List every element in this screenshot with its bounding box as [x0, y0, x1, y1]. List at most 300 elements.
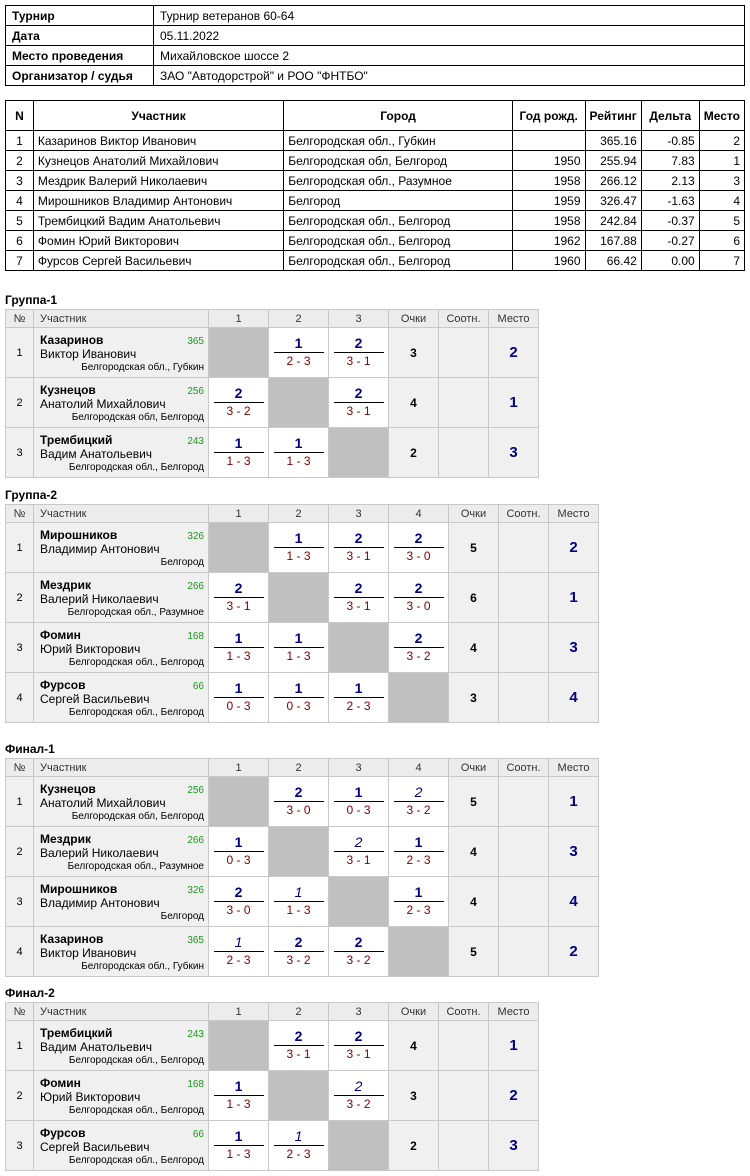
column-header: N	[6, 101, 34, 131]
column-header: Место	[699, 101, 744, 131]
match-points: 2	[334, 385, 384, 403]
match-points: 2	[334, 580, 384, 598]
match-cell	[269, 777, 329, 827]
participant-cell	[34, 378, 209, 428]
ratio	[499, 623, 549, 673]
match-points: 2	[334, 530, 384, 548]
place: 1	[549, 777, 599, 827]
row-number: 2	[6, 378, 34, 428]
match-score: 3 - 1	[346, 354, 371, 368]
self-cell	[269, 378, 329, 428]
match-score: 3 - 0	[406, 599, 431, 613]
column-header: 1	[209, 310, 269, 328]
self-cell	[269, 827, 329, 877]
city: Белгородская обл., Разумное	[67, 861, 204, 872]
match-cell	[269, 328, 329, 378]
table-row	[6, 428, 539, 478]
table-cell: 3	[6, 171, 34, 191]
points: 5	[449, 523, 499, 573]
table-cell: 6	[699, 231, 744, 251]
points: 4	[449, 623, 499, 673]
place: 4	[549, 673, 599, 723]
row-number: 3	[6, 1121, 34, 1171]
match-score: 3 - 2	[406, 649, 431, 663]
group-section	[5, 486, 599, 723]
table-cell: Белгородская обл., Губкин	[284, 131, 513, 151]
match-cell	[329, 378, 389, 428]
column-header: 1	[209, 1003, 269, 1021]
info-value: Михайловское шоссе 2	[154, 46, 745, 66]
place: 1	[489, 1021, 539, 1071]
column-header: 3	[329, 759, 389, 777]
match-cell	[209, 827, 269, 877]
self-cell	[329, 623, 389, 673]
table-cell: -0.27	[641, 231, 699, 251]
round-robin-table	[5, 758, 599, 977]
match-score: 3 - 2	[286, 953, 311, 967]
match-points: 1	[214, 834, 264, 852]
table-cell: 7.83	[641, 151, 699, 171]
city: Белгородская обл, Белгород	[71, 811, 204, 822]
column-header: Участник	[34, 310, 209, 328]
column-header: 1	[209, 759, 269, 777]
round-robin-table	[5, 504, 599, 723]
participant-cell	[34, 1071, 209, 1121]
table-cell: 1	[6, 131, 34, 151]
participant-cell	[34, 877, 209, 927]
column-header: 2	[269, 505, 329, 523]
match-cell	[329, 1021, 389, 1071]
column-header: №	[6, 310, 34, 328]
city: Белгородская обл., Белгород	[68, 707, 204, 718]
match-cell	[269, 673, 329, 723]
rating: 243	[187, 1029, 204, 1040]
last-name: Фомин	[40, 1076, 81, 1090]
match-points: 2	[334, 1028, 384, 1046]
last-name: Кузнецов	[40, 782, 96, 796]
city: Белгородская обл., Белгород	[68, 1155, 204, 1166]
match-points: 1	[274, 335, 324, 353]
column-header: Место	[489, 310, 539, 328]
table-cell: 365.16	[585, 131, 641, 151]
match-cell	[209, 623, 269, 673]
match-points: 1	[214, 1128, 264, 1146]
column-header: Очки	[389, 310, 439, 328]
table-row	[6, 191, 745, 211]
match-score: 3 - 2	[346, 1097, 371, 1111]
match-cell	[209, 378, 269, 428]
ratio	[499, 573, 549, 623]
ratio	[499, 877, 549, 927]
match-points: 2	[214, 580, 264, 598]
last-name: Казаринов	[40, 333, 104, 347]
match-cell	[389, 623, 449, 673]
participant-cell	[34, 827, 209, 877]
match-score: 0 - 3	[226, 699, 251, 713]
info-row	[6, 26, 745, 46]
place: 2	[549, 927, 599, 977]
rating: 168	[187, 631, 204, 642]
participant-cell	[34, 1121, 209, 1171]
rating: 326	[187, 531, 204, 542]
column-header: Соотн.	[499, 759, 549, 777]
match-cell	[209, 573, 269, 623]
table-cell: 4	[699, 191, 744, 211]
table-cell: -1.63	[641, 191, 699, 211]
info-row	[6, 66, 745, 86]
rating: 256	[187, 386, 204, 397]
match-cell	[269, 523, 329, 573]
place: 3	[489, 428, 539, 478]
self-cell	[389, 673, 449, 723]
column-header: №	[6, 505, 34, 523]
self-cell	[209, 1021, 269, 1071]
column-header: 3	[329, 505, 389, 523]
table-row	[6, 523, 599, 573]
match-score: 3 - 2	[226, 404, 251, 418]
match-points: 2	[394, 580, 444, 598]
table-cell: 66.42	[585, 251, 641, 271]
match-points: 2	[334, 1078, 384, 1096]
table-cell: 0.00	[641, 251, 699, 271]
row-number: 1	[6, 777, 34, 827]
match-points: 1	[214, 680, 264, 698]
rating: 365	[187, 336, 204, 347]
tournament-info-table	[5, 5, 745, 86]
column-header: Соотн.	[499, 505, 549, 523]
place: 4	[549, 877, 599, 927]
table-cell: Фомин Юрий Викторович	[33, 231, 283, 251]
ratio	[439, 328, 489, 378]
table-row	[6, 171, 745, 191]
match-cell	[389, 827, 449, 877]
table-row	[6, 231, 745, 251]
table-row	[6, 1121, 539, 1171]
group-section	[5, 291, 539, 478]
match-cell	[329, 777, 389, 827]
column-header: 2	[269, 1003, 329, 1021]
table-cell: 242.84	[585, 211, 641, 231]
first-name: Виктор Иванович	[40, 347, 137, 361]
match-cell	[209, 1121, 269, 1171]
match-points: 2	[214, 385, 264, 403]
round-robin-table	[5, 309, 539, 478]
row-number: 4	[6, 673, 34, 723]
match-cell	[269, 428, 329, 478]
first-name: Сергей Васильевич	[40, 692, 150, 706]
points: 2	[389, 428, 439, 478]
match-points: 1	[214, 1078, 264, 1096]
column-header: 4	[389, 759, 449, 777]
table-cell: 1962	[512, 231, 585, 251]
table-row	[6, 251, 745, 271]
ratio	[439, 1071, 489, 1121]
match-points: 1	[274, 680, 324, 698]
table-cell: 167.88	[585, 231, 641, 251]
last-name: Фурсов	[40, 678, 86, 692]
self-cell	[329, 1121, 389, 1171]
match-score: 3 - 2	[346, 953, 371, 967]
last-name: Кузнецов	[40, 383, 96, 397]
row-number: 2	[6, 827, 34, 877]
match-cell	[329, 328, 389, 378]
table-row	[6, 378, 539, 428]
column-header: Участник	[34, 505, 209, 523]
table-cell: Белгородская обл., Белгород	[284, 231, 513, 251]
final-section	[5, 984, 539, 1171]
header-row	[6, 759, 599, 777]
match-points: 2	[274, 934, 324, 952]
ratio	[499, 673, 549, 723]
final-section	[5, 740, 599, 977]
city: Белгородская обл., Белгород	[68, 1055, 204, 1066]
first-name: Валерий Николаевич	[40, 846, 159, 860]
match-score: 3 - 1	[346, 1047, 371, 1061]
table-cell: Белгород	[284, 191, 513, 211]
match-points: 1	[214, 934, 264, 952]
match-score: 1 - 3	[286, 549, 311, 563]
info-key: Место проведения	[6, 46, 154, 66]
participant-cell	[34, 927, 209, 977]
section-title: Группа-2	[5, 488, 58, 502]
participant-cell	[34, 673, 209, 723]
city: Белгородская обл., Губкин	[81, 961, 204, 972]
match-cell	[209, 428, 269, 478]
table-row	[6, 328, 539, 378]
table-cell: Белгородская обл, Белгород	[284, 151, 513, 171]
city: Белгородская обл., Белгород	[68, 657, 204, 668]
points: 4	[449, 827, 499, 877]
last-name: Мездрик	[40, 832, 91, 846]
match-points: 2	[394, 784, 444, 802]
match-points: 1	[214, 630, 264, 648]
match-cell	[329, 573, 389, 623]
match-points: 1	[274, 435, 324, 453]
match-score: 3 - 0	[406, 549, 431, 563]
match-points: 1	[334, 784, 384, 802]
match-score: 0 - 3	[346, 803, 371, 817]
table-cell: Мирошников Владимир Антонович	[33, 191, 283, 211]
ratio	[499, 827, 549, 877]
column-header: 1	[209, 505, 269, 523]
match-score: 0 - 3	[226, 853, 251, 867]
table-cell: Трембицкий Вадим Анатольевич	[33, 211, 283, 231]
table-cell: 7	[6, 251, 34, 271]
participant-cell	[34, 428, 209, 478]
table-cell: Фурсов Сергей Васильевич	[33, 251, 283, 271]
first-name: Виктор Иванович	[40, 946, 137, 960]
column-header: 2	[269, 759, 329, 777]
rating: 66	[192, 681, 204, 692]
match-cell	[389, 877, 449, 927]
match-score: 2 - 3	[226, 953, 251, 967]
column-header: 4	[389, 505, 449, 523]
match-points: 2	[274, 1028, 324, 1046]
participant-cell	[34, 573, 209, 623]
match-points: 2	[394, 530, 444, 548]
table-cell: 6	[6, 231, 34, 251]
column-header: №	[6, 1003, 34, 1021]
match-cell	[389, 573, 449, 623]
first-name: Владимир Антонович	[40, 896, 160, 910]
match-points: 1	[394, 834, 444, 852]
row-number: 4	[6, 927, 34, 977]
self-cell	[209, 777, 269, 827]
place: 1	[489, 378, 539, 428]
first-name: Юрий Викторович	[40, 642, 141, 656]
table-cell: 3	[699, 171, 744, 191]
points: 5	[449, 777, 499, 827]
place: 3	[489, 1121, 539, 1171]
match-score: 2 - 3	[286, 1147, 311, 1161]
table-cell: 1959	[512, 191, 585, 211]
info-key: Турнир	[6, 6, 154, 26]
first-name: Юрий Викторович	[40, 1090, 141, 1104]
match-score: 2 - 3	[406, 903, 431, 917]
column-header: Город	[284, 101, 513, 131]
info-value: ЗАО "Автодорстрой" и РОО "ФНТБО"	[154, 66, 745, 86]
rating: 266	[187, 835, 204, 846]
city: Белгородская обл., Белгород	[68, 462, 204, 473]
match-points: 2	[334, 335, 384, 353]
ratio	[439, 1121, 489, 1171]
match-points: 1	[274, 884, 324, 902]
match-cell	[329, 927, 389, 977]
match-points: 2	[334, 834, 384, 852]
match-score: 3 - 1	[346, 404, 371, 418]
header-row	[6, 310, 539, 328]
first-name: Анатолий Михайлович	[40, 796, 166, 810]
last-name: Трембицкий	[40, 433, 113, 447]
city: Белгородская обл., Разумное	[67, 607, 204, 618]
table-cell: -0.37	[641, 211, 699, 231]
points: 4	[389, 378, 439, 428]
last-name: Мездрик	[40, 578, 91, 592]
match-cell	[209, 673, 269, 723]
match-score: 1 - 3	[286, 454, 311, 468]
column-header: Соотн.	[439, 310, 489, 328]
section-title: Группа-1	[5, 293, 58, 307]
last-name: Фурсов	[40, 1126, 86, 1140]
points: 3	[449, 673, 499, 723]
rating: 365	[187, 935, 204, 946]
self-cell	[269, 1071, 329, 1121]
column-header: 3	[329, 1003, 389, 1021]
match-cell	[269, 877, 329, 927]
table-cell: 2	[699, 131, 744, 151]
row-number: 3	[6, 877, 34, 927]
participant-cell	[34, 523, 209, 573]
table-cell: 266.12	[585, 171, 641, 191]
match-score: 2 - 3	[286, 354, 311, 368]
table-row	[6, 1021, 539, 1071]
table-cell: Казаринов Виктор Иванович	[33, 131, 283, 151]
table-cell: 1	[699, 151, 744, 171]
participant-cell	[34, 777, 209, 827]
table-row	[6, 927, 599, 977]
table-row	[6, 877, 599, 927]
table-row	[6, 827, 599, 877]
ratio	[439, 1021, 489, 1071]
column-header: 3	[329, 310, 389, 328]
match-points: 1	[274, 1128, 324, 1146]
match-cell	[329, 523, 389, 573]
place: 3	[549, 827, 599, 877]
match-score: 1 - 3	[226, 454, 251, 468]
table-cell: Кузнецов Анатолий Михайлович	[33, 151, 283, 171]
last-name: Казаринов	[40, 932, 104, 946]
rating: 266	[187, 581, 204, 592]
first-name: Вадим Анатольевич	[40, 447, 153, 461]
section-title: Финал-2	[5, 986, 55, 1000]
city: Белгород	[160, 557, 204, 568]
match-points: 2	[394, 630, 444, 648]
match-points: 2	[214, 884, 264, 902]
table-cell: 1958	[512, 211, 585, 231]
table-cell: Белгородская обл., Разумное	[284, 171, 513, 191]
match-score: 1 - 3	[226, 1147, 251, 1161]
match-score: 1 - 3	[226, 1097, 251, 1111]
table-cell: 1950	[512, 151, 585, 171]
round-robin-table	[5, 1002, 539, 1171]
row-number: 1	[6, 1021, 34, 1071]
match-score: 3 - 1	[286, 1047, 311, 1061]
table-cell: 2	[6, 151, 34, 171]
table-cell: 326.47	[585, 191, 641, 211]
self-cell	[389, 927, 449, 977]
match-score: 3 - 0	[226, 903, 251, 917]
match-cell	[389, 523, 449, 573]
table-cell: Белгородская обл., Белгород	[284, 211, 513, 231]
match-cell	[209, 877, 269, 927]
match-cell	[329, 827, 389, 877]
row-number: 3	[6, 623, 34, 673]
column-header: Очки	[449, 759, 499, 777]
match-points: 2	[334, 934, 384, 952]
table-cell: 5	[699, 211, 744, 231]
table-cell: Мездрик Валерий Николаевич	[33, 171, 283, 191]
first-name: Сергей Васильевич	[40, 1140, 150, 1154]
ratio	[439, 428, 489, 478]
column-header: 2	[269, 310, 329, 328]
last-name: Мирошников	[40, 528, 118, 542]
rating: 326	[187, 885, 204, 896]
participant-cell	[34, 1021, 209, 1071]
info-row	[6, 46, 745, 66]
table-cell: 1960	[512, 251, 585, 271]
city: Белгородская обл., Белгород	[68, 1105, 204, 1116]
match-score: 3 - 0	[286, 803, 311, 817]
match-score: 3 - 1	[346, 599, 371, 613]
match-cell	[269, 927, 329, 977]
place: 1	[549, 573, 599, 623]
match-cell	[269, 1021, 329, 1071]
row-number: 1	[6, 328, 34, 378]
column-header: Дельта	[641, 101, 699, 131]
last-name: Фомин	[40, 628, 81, 642]
table-row	[6, 131, 745, 151]
table-row	[6, 1071, 539, 1121]
header-row	[6, 1003, 539, 1021]
match-score: 2 - 3	[346, 699, 371, 713]
place: 2	[549, 523, 599, 573]
first-name: Владимир Антонович	[40, 542, 160, 556]
rating: 66	[192, 1129, 204, 1140]
points: 3	[389, 328, 439, 378]
match-cell	[209, 1071, 269, 1121]
match-cell	[329, 1071, 389, 1121]
match-cell	[269, 1121, 329, 1171]
